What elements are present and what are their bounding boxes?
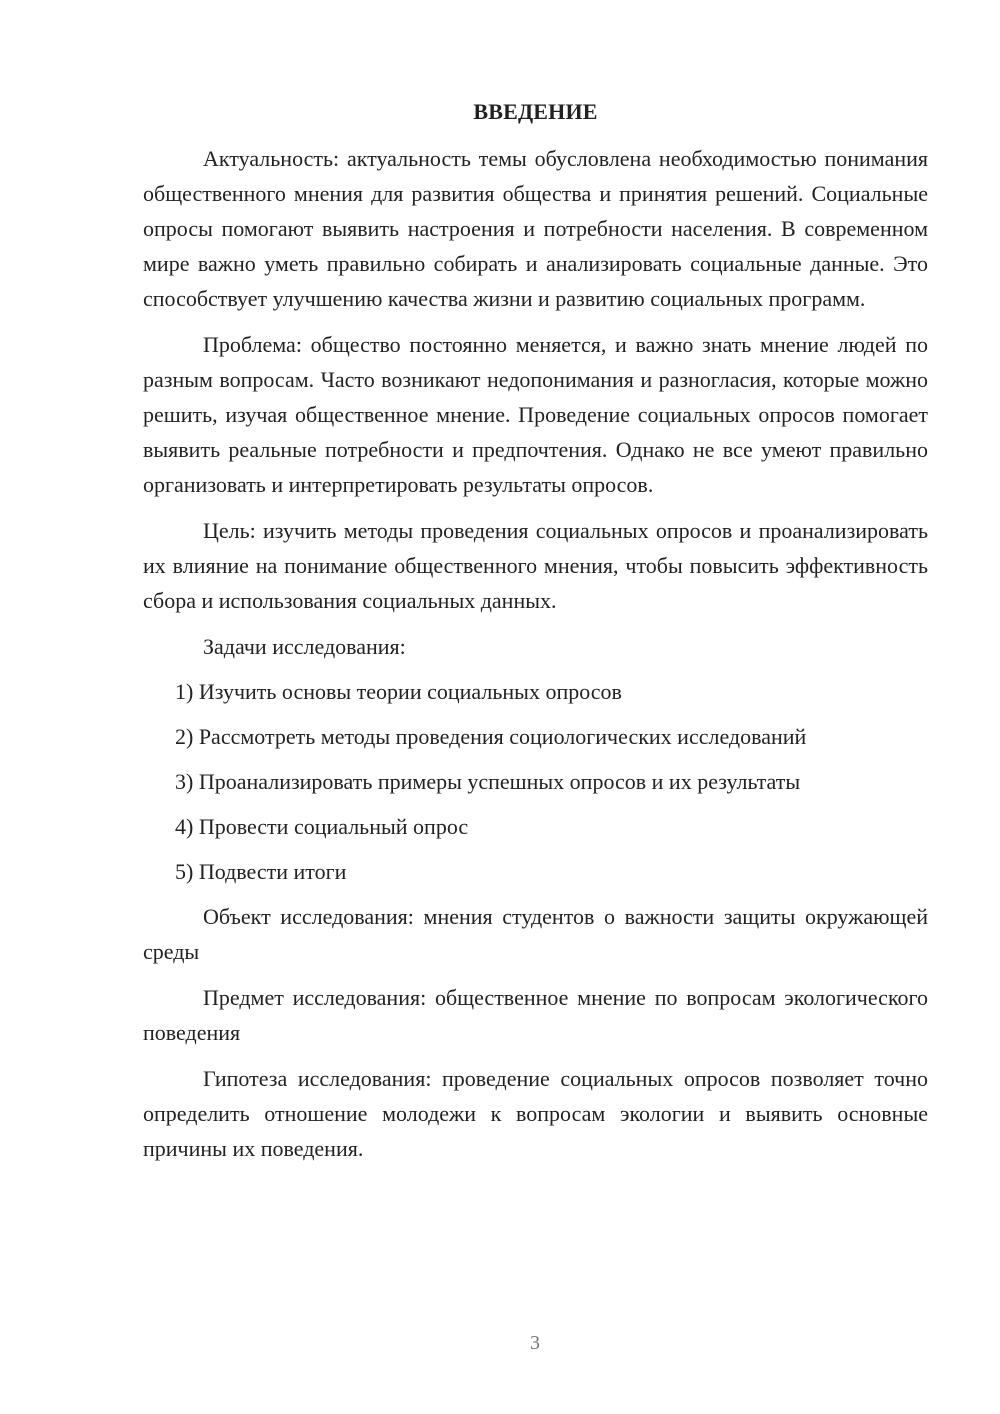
task-item: 4) Провести социальный опрос (175, 814, 469, 839)
hypothesis-paragraph: Гипотеза исследования: проведение социальных опросов позволяет точно определить отношение молодежи к вопросам экологии и выявить основные причины их поведения. (143, 1066, 928, 1161)
task-item: 2) Рассмотреть методы проведения социологических исследований (175, 724, 807, 749)
task-item: 3) Проанализировать примеры успешных опросов и их результаты (175, 769, 801, 794)
relevance-paragraph: Актуальность: актуальность темы обусловлена необходимостью понимания общественного мнения для развития общества и принятия решений. Социальные опросы помогают выявить настроения и потребности населения. В современном мире важно уметь правильно собирать и анализировать социальные данные. Это способствует улучшению качества жизни и развитию социальных программ. (143, 146, 928, 311)
subject-paragraph: Предмет исследования: общественное мнение по вопросам экологического поведения (143, 985, 928, 1045)
section-heading: ВВЕДЕНИЕ (473, 99, 598, 124)
task-item: 5) Подвести итоги (175, 859, 347, 884)
goal-paragraph: Цель: изучить методы проведения социальных опросов и проанализировать их влияние на понимание общественного мнения, чтобы повысить эффективность сбора и использования социальных данных. (143, 518, 928, 613)
page-number: 3 (530, 1332, 540, 1354)
page-content (143, 94, 928, 1177)
tasks-title: Задачи исследования: (203, 634, 406, 659)
object-paragraph: Объект исследования: мнения студентов о важности защиты окружающей среды (143, 904, 928, 964)
problem-paragraph: Проблема: общество постоянно меняется, и важно знать мнение людей по разным вопросам. Часто возникают недопонимания и разногласия, которые можно решить, изучая общественное мнение. Проведение социальных опросов помогает выявить реальные потребности и предпочтения. Однако не все умеют правильно организовать и интерпретировать результаты опросов. (143, 332, 928, 497)
task-item: 1) Изучить основы теории социальных опросов (175, 679, 622, 704)
task-list (143, 674, 928, 889)
